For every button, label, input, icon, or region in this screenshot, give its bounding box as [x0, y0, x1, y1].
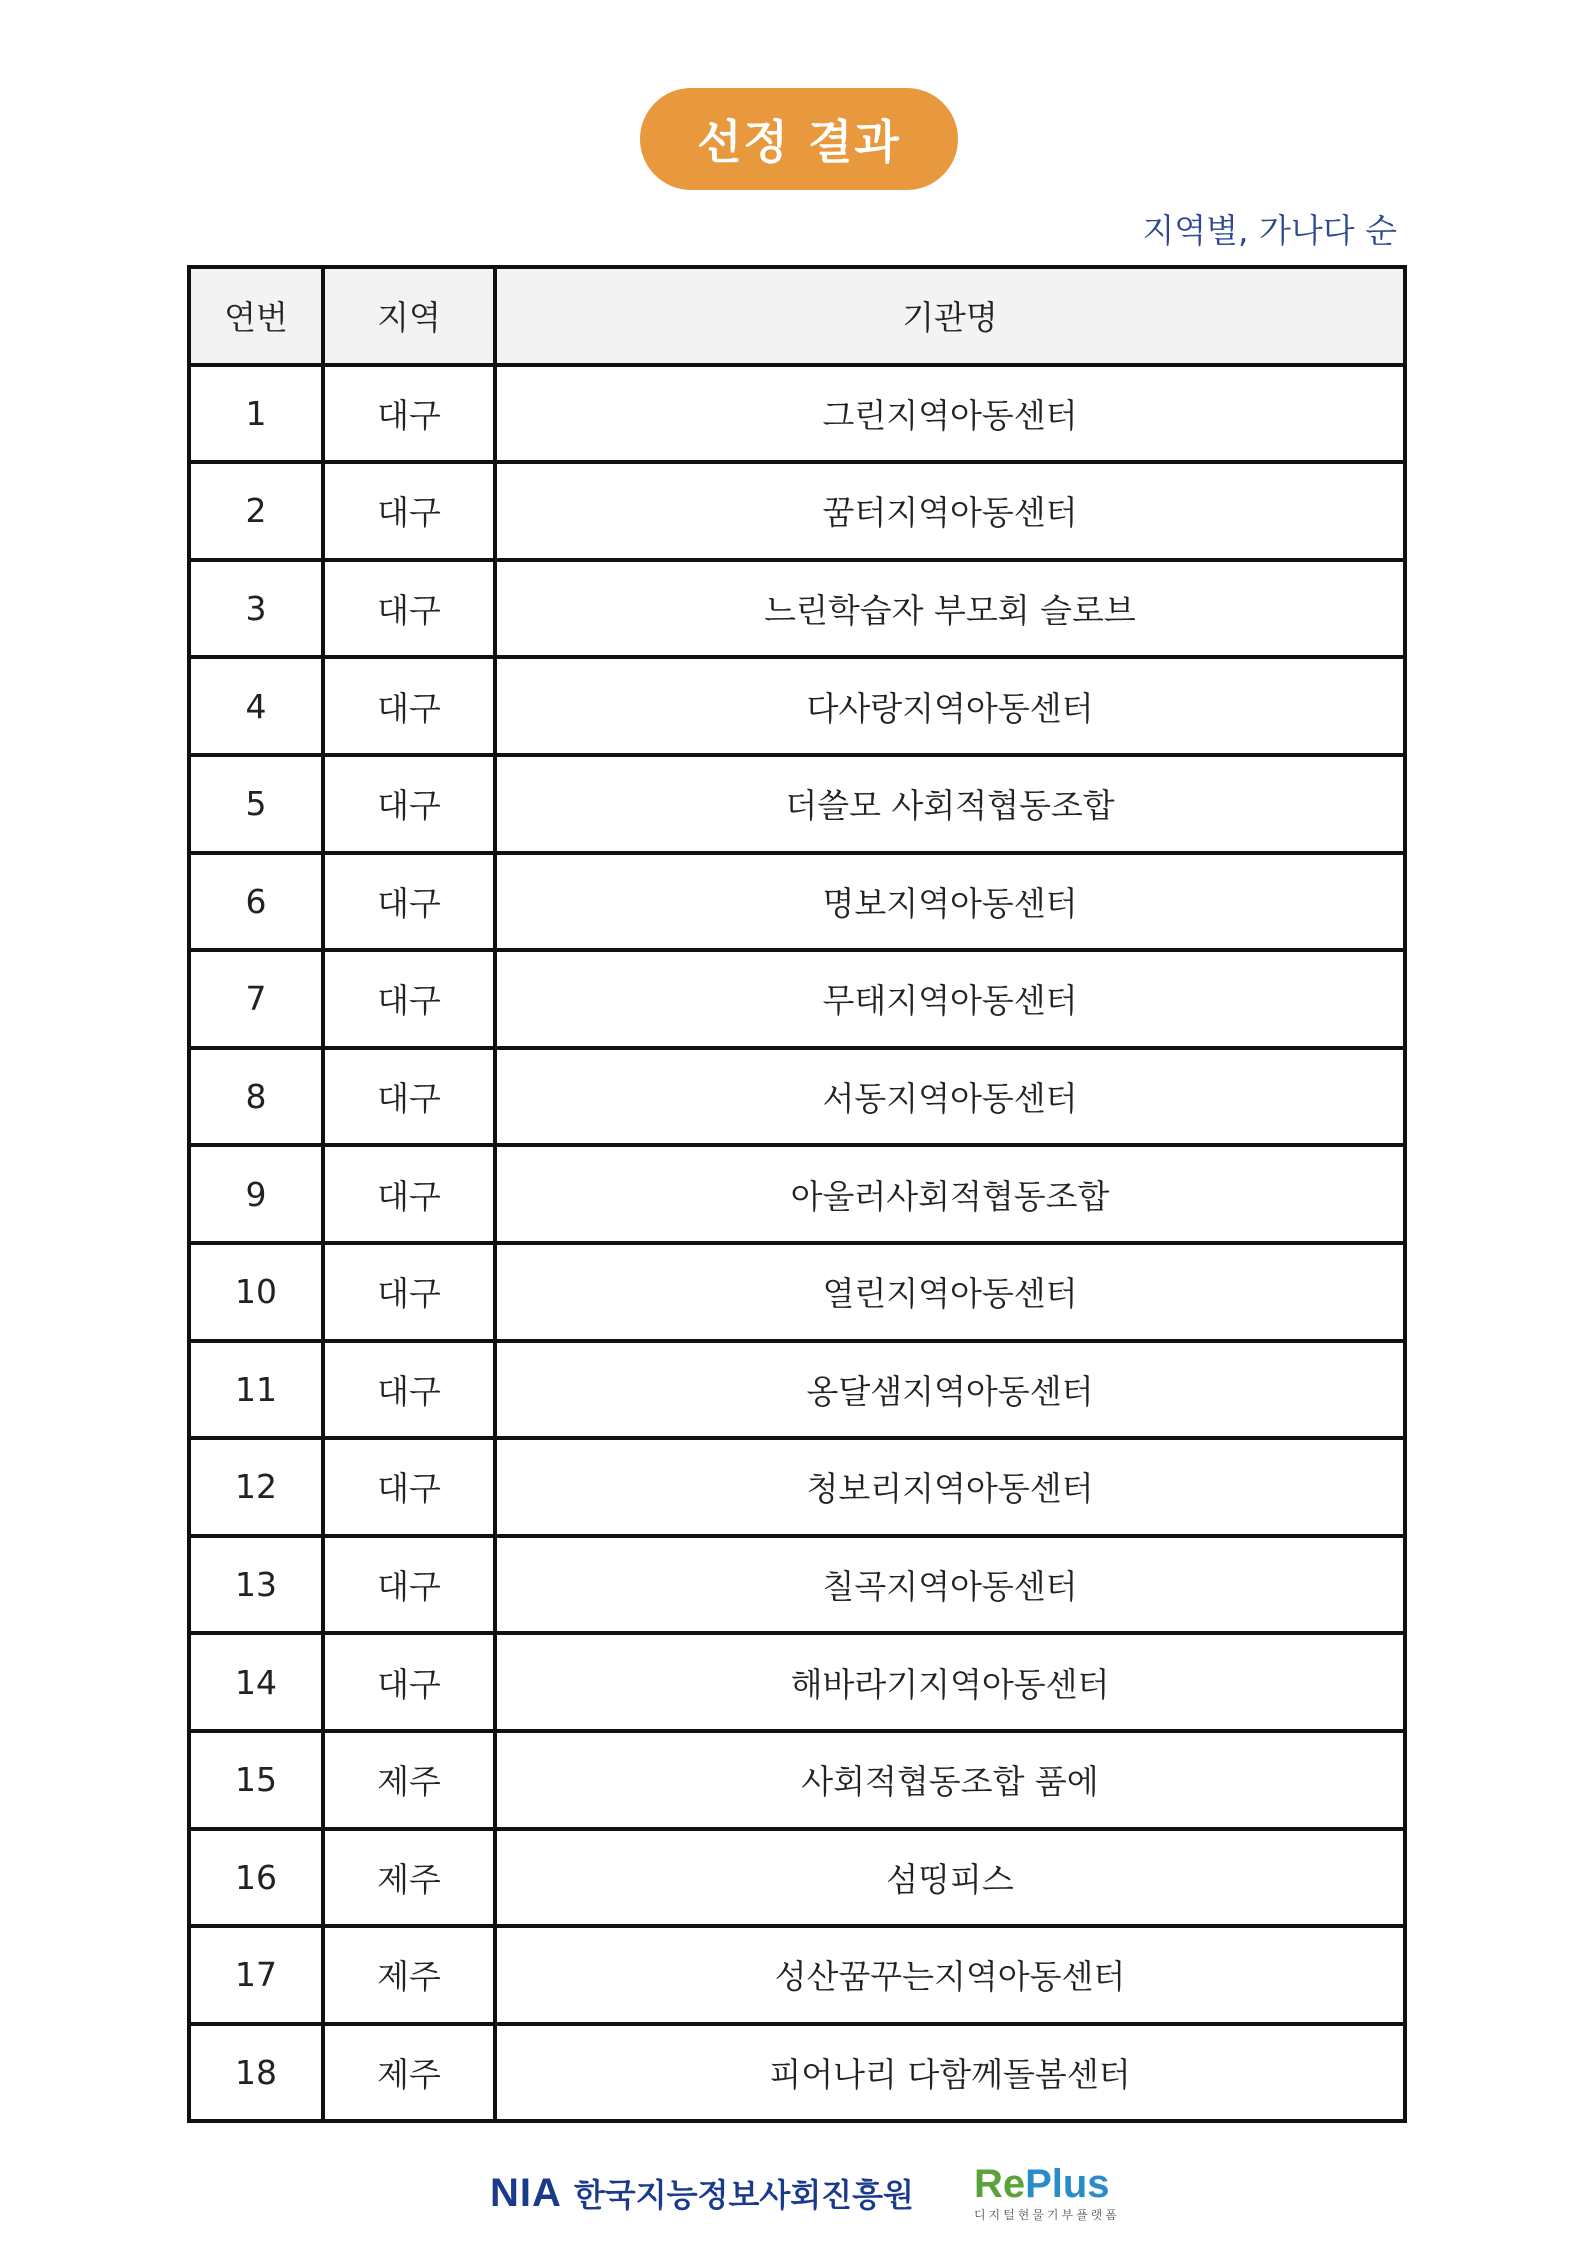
- table-row: [189, 1341, 1405, 1439]
- table-row: [189, 657, 1405, 755]
- cell-organization: 다사랑지역아동센터: [495, 657, 1405, 755]
- cell-organization: 칠곡지역아동센터: [495, 1536, 1405, 1634]
- cell-region: 제주: [323, 1926, 495, 2024]
- table-row: [189, 755, 1405, 853]
- cell-number: 16: [189, 1829, 323, 1927]
- table-row: [189, 1048, 1405, 1146]
- cell-organization: 열린지역아동센터: [495, 1243, 1405, 1341]
- header-number: 연번: [189, 267, 323, 365]
- header-organization: 기관명: [495, 267, 1405, 365]
- cell-number: 11: [189, 1341, 323, 1439]
- table-row: [189, 1926, 1405, 2024]
- cell-organization: 명보지역아동센터: [495, 853, 1405, 951]
- table-row: [189, 560, 1405, 658]
- cell-number: 1: [189, 365, 323, 463]
- cell-region: 대구: [323, 1633, 495, 1731]
- cell-organization: 사회적협동조합 품에: [495, 1731, 1405, 1829]
- table-row: [189, 1536, 1405, 1634]
- cell-number: 2: [189, 462, 323, 560]
- cell-region: 대구: [323, 1243, 495, 1341]
- footer-logos: [490, 2161, 1120, 2222]
- cell-number: 6: [189, 853, 323, 951]
- cell-number: 17: [189, 1926, 323, 2024]
- cell-number: 4: [189, 657, 323, 755]
- cell-region: 대구: [323, 462, 495, 560]
- header-region: 지역: [323, 267, 495, 365]
- cell-number: 5: [189, 755, 323, 853]
- table-row: [189, 1243, 1405, 1341]
- cell-organization: 서동지역아동센터: [495, 1048, 1405, 1146]
- table-row: [189, 1633, 1405, 1731]
- cell-organization: 꿈터지역아동센터: [495, 462, 1405, 560]
- cell-region: 대구: [323, 853, 495, 951]
- table-row: [189, 462, 1405, 560]
- table-row: [189, 1829, 1405, 1927]
- cell-region: 대구: [323, 1341, 495, 1439]
- cell-region: 제주: [323, 1829, 495, 1927]
- replus-plus: Plus: [1025, 2161, 1110, 2206]
- table-row: [189, 1731, 1405, 1829]
- sort-note: 지역별, 가나다 순: [1142, 211, 1397, 250]
- replus-logo: [973, 2161, 1120, 2223]
- cell-organization: 해바라기지역아동센터: [495, 1633, 1405, 1731]
- cell-number: 15: [189, 1731, 323, 1829]
- cell-organization: 아울러사회적협동조합: [495, 1145, 1405, 1243]
- cell-number: 12: [189, 1438, 323, 1536]
- cell-number: 18: [189, 2024, 323, 2122]
- cell-region: 제주: [323, 2024, 495, 2122]
- cell-region: 대구: [323, 560, 495, 658]
- cell-number: 14: [189, 1633, 323, 1731]
- cell-region: 대구: [323, 1536, 495, 1634]
- cell-organization: 피어나리 다함께돌봄센터: [495, 2024, 1405, 2122]
- cell-region: 제주: [323, 1731, 495, 1829]
- cell-organization: 청보리지역아동센터: [495, 1438, 1405, 1536]
- page-title: 선정 결과: [640, 88, 958, 190]
- cell-number: 13: [189, 1536, 323, 1634]
- selection-result-table: [187, 265, 1407, 2123]
- cell-region: 대구: [323, 1438, 495, 1536]
- table-row: [189, 365, 1405, 463]
- cell-number: 3: [189, 560, 323, 658]
- cell-organization: 무태지역아동센터: [495, 950, 1405, 1048]
- table-row: [189, 950, 1405, 1048]
- cell-region: 대구: [323, 657, 495, 755]
- cell-organization: 성산꿈꾸는지역아동센터: [495, 1926, 1405, 2024]
- cell-organization: 섬띵피스: [495, 1829, 1405, 1927]
- cell-region: 대구: [323, 950, 495, 1048]
- cell-region: 대구: [323, 755, 495, 853]
- cell-region: 대구: [323, 1048, 495, 1146]
- table-body: [189, 365, 1405, 2122]
- cell-organization: 느린학습자 부모회 슬로브: [495, 560, 1405, 658]
- table-row: [189, 1438, 1405, 1536]
- cell-number: 8: [189, 1048, 323, 1146]
- cell-organization: 더쓸모 사회적협동조합: [495, 755, 1405, 853]
- cell-organization: 그린지역아동센터: [495, 365, 1405, 463]
- cell-region: 대구: [323, 1145, 495, 1243]
- replus-subtitle: 디지털현물기부플랫폼: [973, 2207, 1120, 2222]
- cell-organization: 옹달샘지역아동센터: [495, 1341, 1405, 1439]
- replus-mark: [973, 2161, 1110, 2206]
- cell-number: 10: [189, 1243, 323, 1341]
- nia-name: 한국지능정보사회진흥원: [573, 2176, 914, 2214]
- cell-number: 9: [189, 1145, 323, 1243]
- nia-logo: [490, 2170, 914, 2216]
- cell-region: 대구: [323, 365, 495, 463]
- table-row: [189, 853, 1405, 951]
- cell-number: 7: [189, 950, 323, 1048]
- table-header-row: [189, 267, 1405, 365]
- table-row: [189, 2024, 1405, 2122]
- replus-re: Re: [973, 2161, 1026, 2206]
- table-row: [189, 1145, 1405, 1243]
- nia-mark: NIA: [490, 2171, 562, 2215]
